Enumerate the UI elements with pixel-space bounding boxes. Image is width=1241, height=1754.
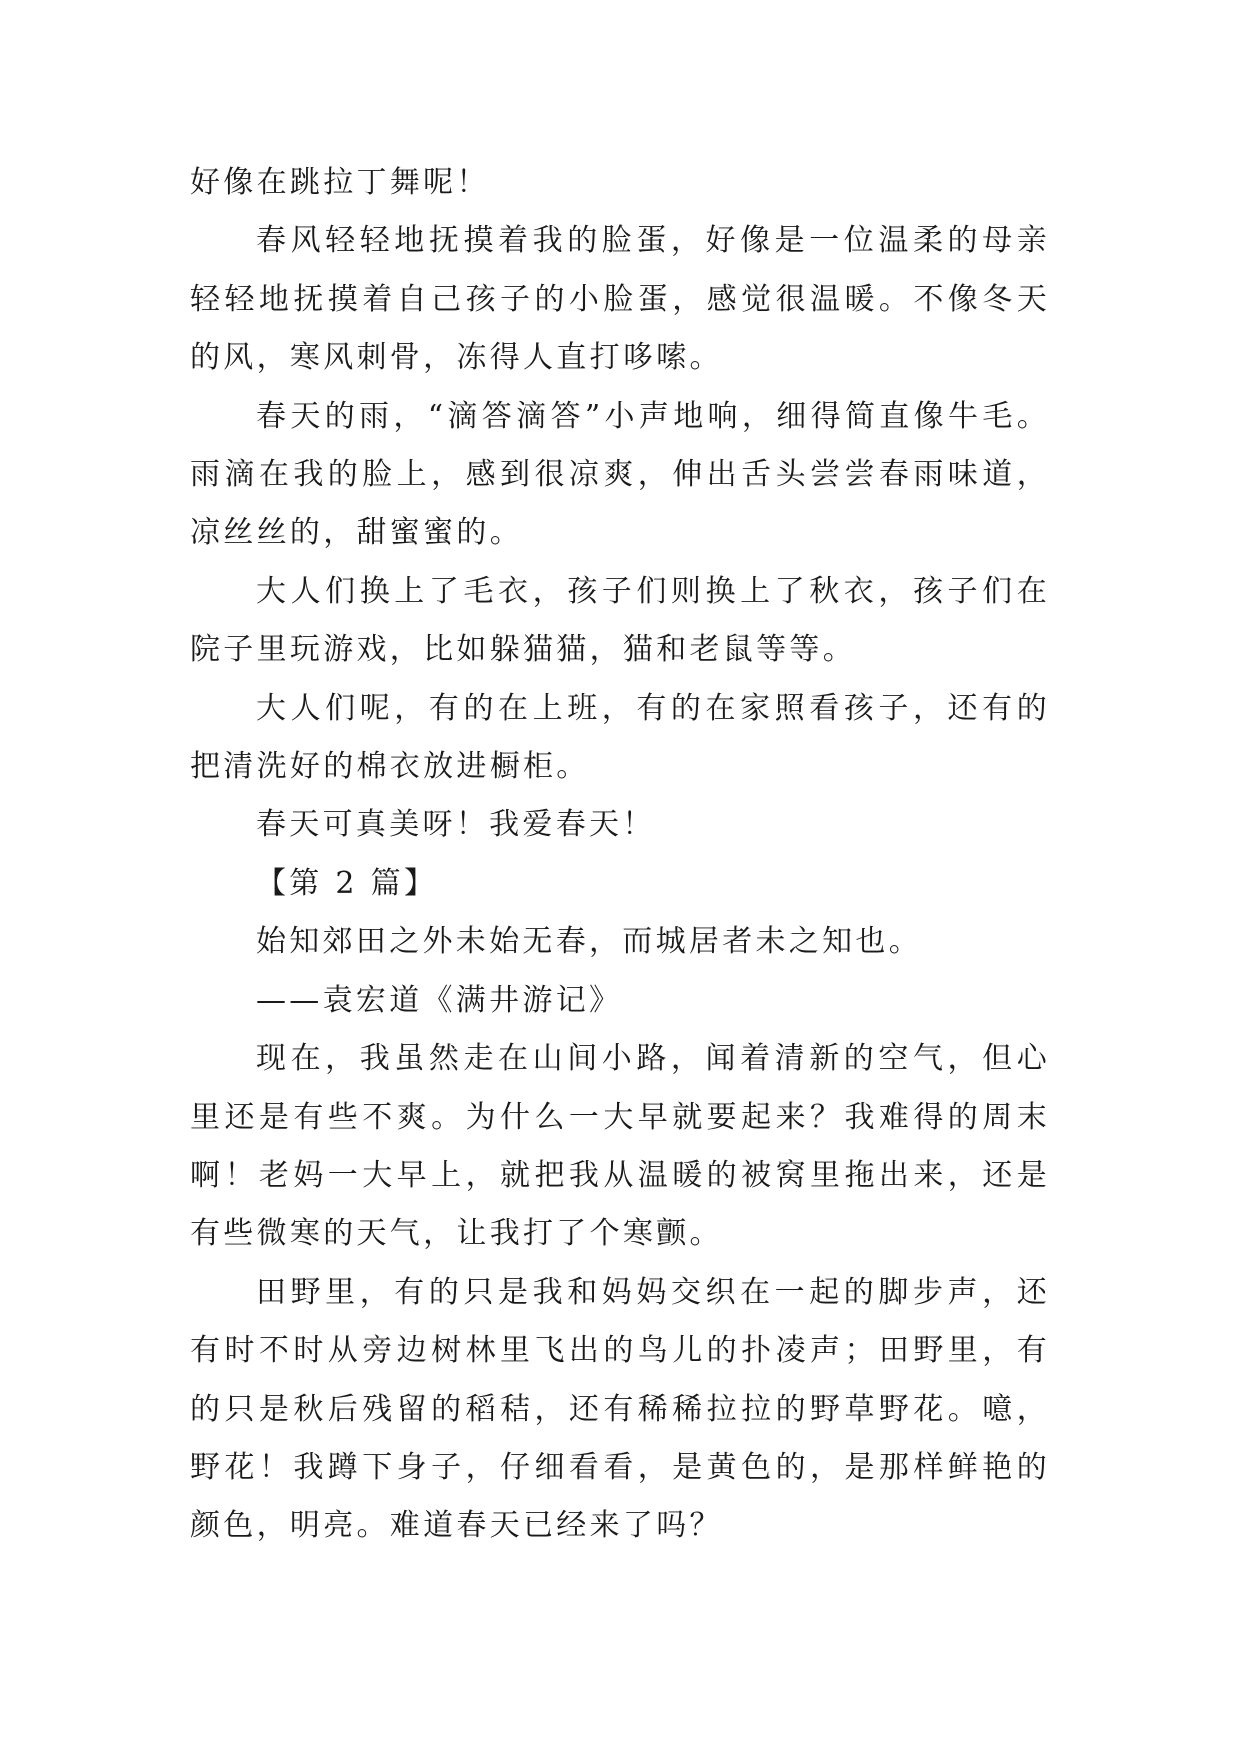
paragraph-3: 春天的雨，“滴答滴答”小声地响，细得简直像牛毛。雨滴在我的脸上，感到很凉爽，伸出舌头尝尝春雨味道，凉丝丝的，甜蜜蜜的。 <box>190 398 1050 551</box>
paragraph-2: 春风轻轻地抚摸着我的脸蛋，好像是一位温柔的母亲轻轻地抚摸着自己孩子的小脸蛋，感觉很温暖。不像冬天的风，寒风刺骨，冻得人直打哆嗦。 <box>190 223 1050 376</box>
epigraph-attribution: ——袁宏道《满井游记》 <box>256 982 623 1018</box>
paragraph-1: 好像在跳拉丁舞呢！ <box>190 165 490 200</box>
paragraph-5: 大人们呢，有的在上班，有的在家照看孩子，还有的把清洗好的棉衣放进橱柜。 <box>190 690 1050 785</box>
paragraph-7: 现在，我虽然走在山间小路，闻着清新的空气，但心里还是有些不爽。为什么一大早就要起来？我难得的周末啊！老妈一大早上，就把我从温暖的被窝里拖出来，还是有些微寒的天气，让我打了个寒颤。 <box>190 1041 1050 1252</box>
paragraph-4: 大人们换上了毛衣，孩子们则换上了秋衣，孩子们在院子里玩游戏，比如躲猫猫，猫和老鼠等等。 <box>190 573 1050 668</box>
paragraph-8: 田野里，有的只是我和妈妈交织在一起的脚步声，还有时不时从旁边树林里飞出的鸟儿的扑凌声；田野里，有的只是秋后残留的稻秸，还有稀稀拉拉的野草野花。噫，野花！我蹲下身子，仔细看看，是黄色的，是那样鲜艳的颜色，明亮。难道春天已经来了吗？ <box>190 1274 1050 1544</box>
document-page <box>190 154 1050 1556</box>
section-heading: 【第 2 篇】 <box>256 865 438 901</box>
paragraph-6: 春天可真美呀！我爱春天！ <box>256 807 656 843</box>
epigraph-quote: 始知郊田之外未始无春，而城居者未之知也。 <box>256 924 922 960</box>
